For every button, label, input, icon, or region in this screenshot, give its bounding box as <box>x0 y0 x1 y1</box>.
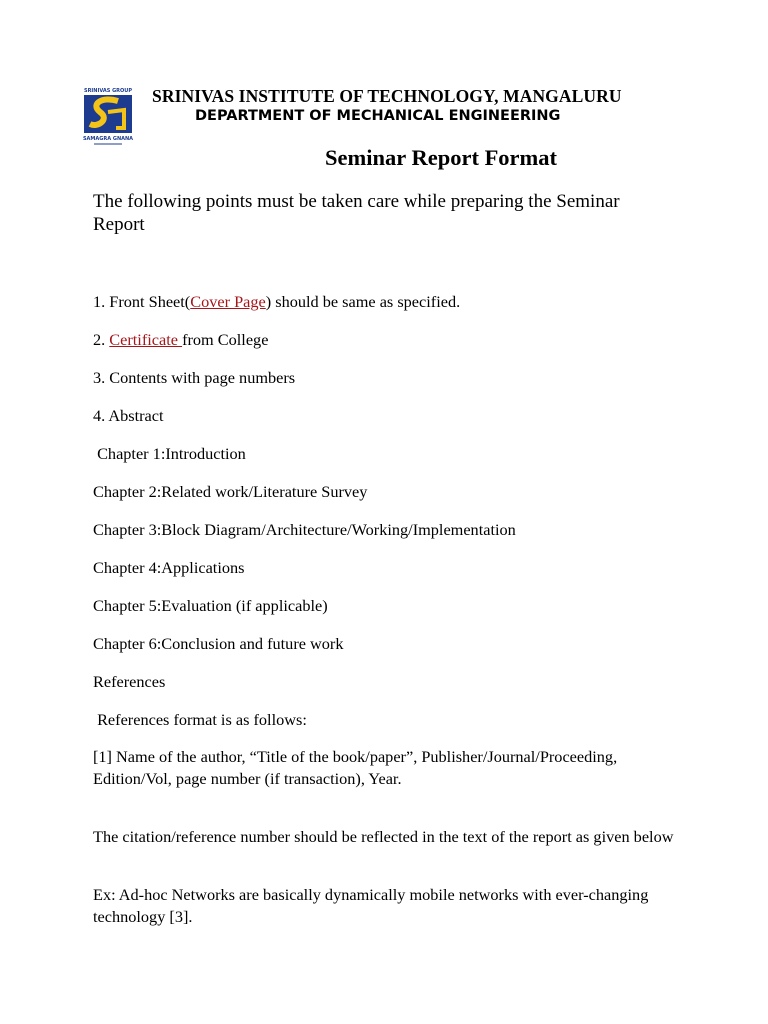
references-format-note: References format is as follows: <box>93 710 307 729</box>
chapter-2: Chapter 2:Related work/Literature Survey <box>93 482 368 501</box>
item2-prefix: 2. <box>93 330 110 349</box>
list-item-contents: 3. Contents with page numbers <box>93 368 296 387</box>
logo-bottom-text: SAMAGRA GNANA <box>82 136 134 142</box>
institute-logo <box>80 86 136 146</box>
cover-page-link[interactable]: Cover Page <box>190 292 266 311</box>
item1-prefix: 1. Front Sheet( <box>93 292 191 311</box>
item1-suffix: ) should be same as specified. <box>265 292 461 311</box>
citation-example: Ex: Ad-hoc Networks are basically dynamically mobile networks with ever-changing technology [3]. <box>93 885 649 926</box>
list-item-certificate <box>93 330 268 350</box>
institute-name: SRINIVAS INSTITUTE OF TECHNOLOGY, MANGALURU <box>152 86 622 106</box>
chapter-5: Chapter 5:Evaluation (if applicable) <box>93 596 328 615</box>
list-item-front-sheet <box>93 292 460 312</box>
chapter-3: Chapter 3:Block Diagram/Architecture/Working/Implementation <box>93 520 516 539</box>
chapter-1: Chapter 1:Introduction <box>93 444 246 463</box>
reference-example: [1] Name of the author, “Title of the book/paper”, Publisher/Journal/Proceeding, Edition/Vol, page number (if transaction), Year. <box>93 747 618 788</box>
chapter-6: Chapter 6:Conclusion and future work <box>93 634 344 653</box>
item2-suffix: from College <box>182 330 269 349</box>
chapter-4: Chapter 4:Applications <box>93 558 245 577</box>
citation-note: The citation/reference number should be reflected in the text of the report as given below <box>93 827 674 846</box>
references-heading: References <box>93 672 166 691</box>
logo-top-text: SRINIVAS GROUP <box>83 88 133 94</box>
certificate-link[interactable]: Certificate <box>109 330 183 349</box>
department-name: DEPARTMENT OF MECHANICAL ENGINEERING <box>195 108 561 124</box>
intro-paragraph: The following points must be taken care while preparing the Seminar Report <box>93 191 620 235</box>
list-item-abstract: 4. Abstract <box>93 406 164 425</box>
page-title: Seminar Report Format <box>325 145 558 170</box>
